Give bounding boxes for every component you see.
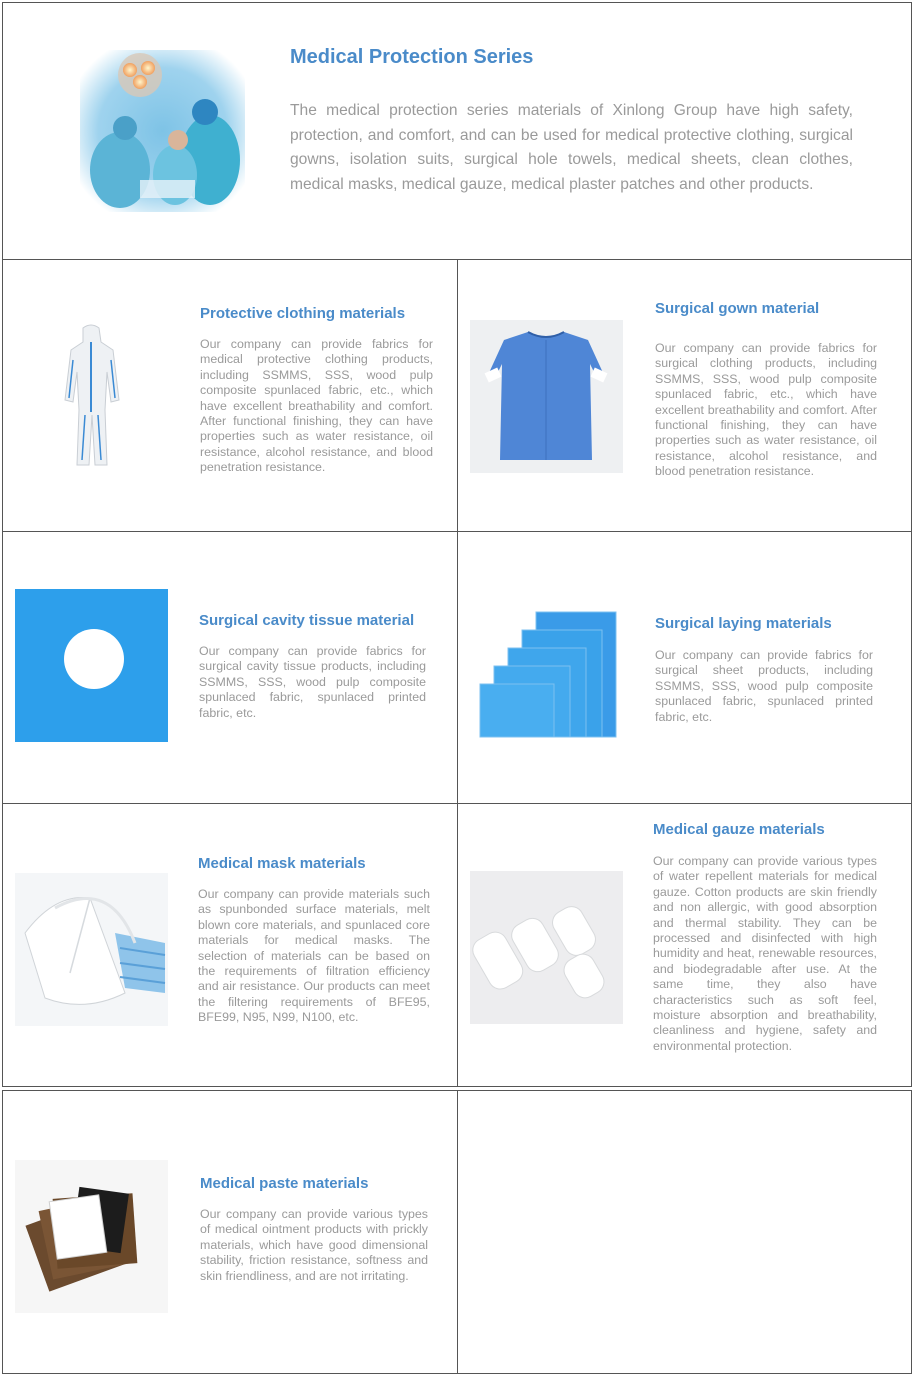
card-description: Our company can provide various types of medical ointment products with prickly materials, which have good dimensional stability, friction resistance, softness and skin friendliness, and are not irritating.: [200, 1207, 428, 1283]
surgical-cavity-image: [15, 589, 168, 742]
card-title: Medical paste materials: [200, 1175, 369, 1192]
medical-paste-image: [15, 1160, 168, 1313]
card-description: Our company can provide fabrics for surgical clothing products, including SSMMS, SSS, wood pulp composite spunlaced fabric, etc., which have excellent breathability and comfort. After functional finishing, they can have properties such as water resistance, oil resistance, alcohol resistance, and blood penetration resistance.: [655, 341, 877, 479]
card-description: Our company can provide fabrics for surgical cavity tissue products, including SSMMS, SSS, wood pulp composite spunlaced fabric, spunlaced printed fabric, etc.: [199, 644, 426, 720]
card-title: Surgical cavity tissue material: [199, 612, 415, 629]
card-description: Our company can provide various types of water repellent materials for medical gauze. Cotton products are skin friendly and non allergic, with good absorption and thermal stability. They can be processed and disinfected with high humidity and heat, renewable resources, and biodegradable after use. At the same time, they also have characteristics such as soft feel, moisture absorption and breathability, cleanliness and hygiene, safety and environmental protection.: [653, 854, 877, 1053]
surgeons-image: [80, 50, 245, 212]
card-title: Protective clothing materials: [200, 305, 406, 322]
card-description: Our company can provide materials such as spunbonded surface materials, melt blown core materials, and spunlaced core materials for medical masks. The selection of materials can be based on the requirements of filtration efficiency and air resistance. Our products can meet the filtering requirements of BFE95, BFE99, N95, N99, N100, etc.: [198, 887, 430, 1025]
protective-suit-image: [15, 320, 168, 473]
page-title: Medical Protection Series: [290, 46, 534, 68]
surgical-laying-image: [470, 600, 623, 740]
hero-description: The medical protection series materials of Xinlong Group have high safety, protection, and comfort, and can be used for medical protective clothing, surgical gowns, isolation suits, surgical hole towels, medical sheets, clean clothes, medical masks, medical gauze, medical plaster patches and other products.: [290, 102, 853, 193]
card-empty: [457, 1090, 912, 1374]
card-description: Our company can provide fabrics for medical protective clothing products, including SSMMS, SSS, wood pulp composite spunlaced fabric, etc., which have excellent breathability and comfort. After functional finishing, they can have properties such as water resistance, oil resistance, alcohol resistance, and blood penetration resistance.: [200, 337, 433, 475]
medical-gauze-image: [470, 871, 623, 1024]
medical-mask-image: [15, 873, 168, 1026]
card-title: Medical gauze materials: [653, 821, 825, 838]
surgical-gown-image: [470, 320, 623, 473]
card-title: Medical mask materials: [198, 855, 366, 872]
card-title: Surgical gown material: [655, 300, 820, 317]
card-description: Our company can provide fabrics for surgical sheet products, including SSMMS, SSS, wood pulp composite spunlaced fabric, spunlaced printed fabric, etc.: [655, 648, 873, 724]
card-title: Surgical laying materials: [655, 615, 832, 632]
